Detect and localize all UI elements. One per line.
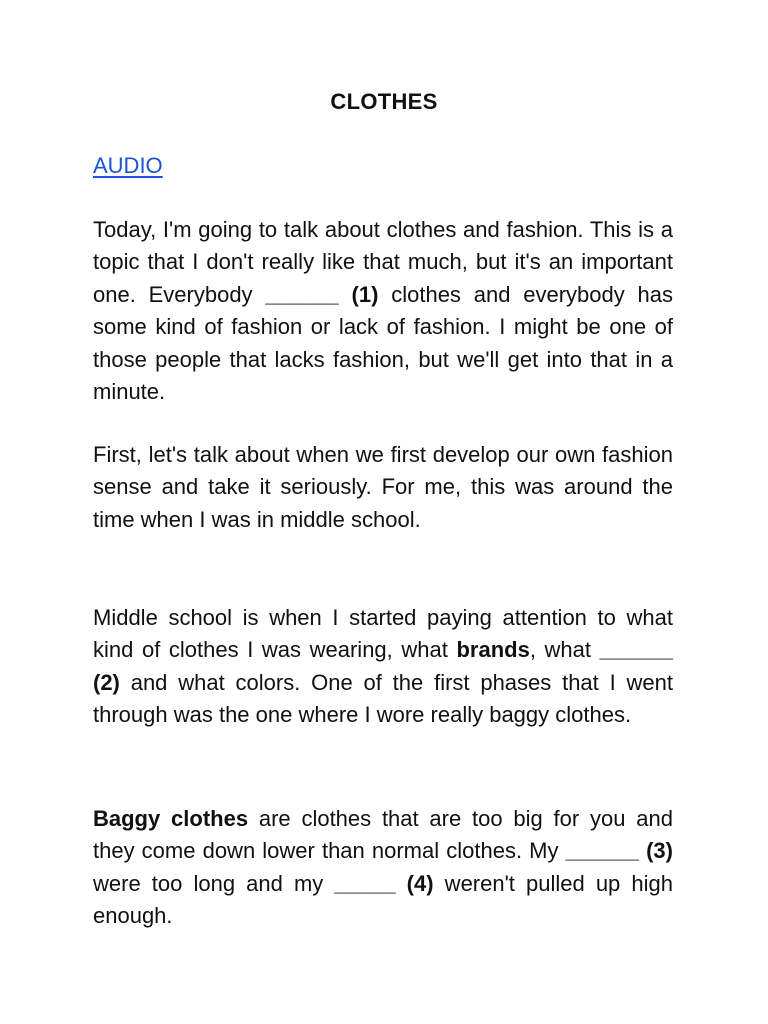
paragraph-3-text-b: , what [529, 637, 600, 663]
paragraph-1 [93, 214, 673, 408]
paragraph-4-text-b: were too long and my [93, 870, 335, 896]
blank-2[interactable]: ______ (2) [93, 637, 674, 695]
paragraph-3-text-a: Middle school is when I started paying attention to what kind of clothes I was wearing, what [93, 605, 673, 663]
page-title: CLOTHES [330, 89, 438, 114]
paragraph-1-text-a: Today, I'm going to talk about clothes and fashion. This is a topic that I don't really like that much, but it's an important one. Everybody [93, 217, 673, 307]
audio-link[interactable]: AUDIO [93, 153, 163, 178]
paragraph-4 [93, 803, 673, 933]
bold-term-baggy-clothes: Baggy clothes [93, 806, 249, 831]
blank-1[interactable]: ______ (1) [265, 281, 379, 307]
paragraph-1-text-b: clothes and everybody has some kind of fashion or lack of fashion. I might be one of those people that lacks fashion, but we'll get into that in a minute. [93, 281, 673, 405]
paragraph-3 [93, 602, 673, 732]
blank-4[interactable]: _____ (4) [334, 870, 434, 896]
paragraph-2-text: First, let's talk about when we first develop our own fashion sense and take it seriously. For me, this was around the time when I was in middle school. [93, 442, 673, 532]
paragraph-2 [93, 439, 673, 536]
paragraph-3-text-c: and what colors. One of the first phases that I went through was the one where I wore really baggy clothes. [93, 669, 673, 728]
paragraph-4-text-c: weren't pulled up high enough. [93, 870, 673, 929]
blank-3[interactable]: ______ (3) [565, 838, 673, 864]
paragraph-4-text-a: are clothes that are too big for you and they come down lower than normal clothes. My [93, 806, 673, 864]
bold-term-brands: brands [456, 637, 530, 663]
